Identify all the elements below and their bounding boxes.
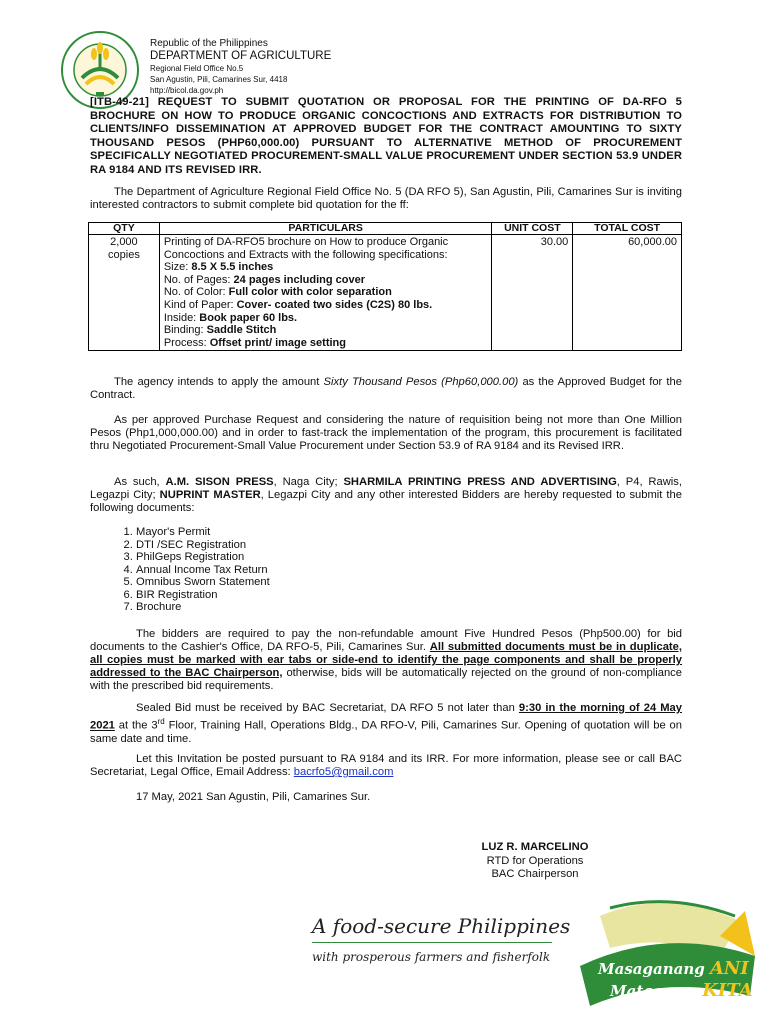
item-description: Printing of DA-RFO5 brochure on How to produce Organic Concoctions and Extracts with the following specifications: — [163, 236, 449, 261]
qty-unit: copies — [108, 248, 140, 261]
qty-value: 2,000 — [110, 236, 138, 248]
budget-text: The agency intends to apply the amount — [114, 376, 324, 388]
letterhead-office: Regional Field Office No.5 — [150, 63, 244, 73]
spec-binding — [164, 324, 488, 337]
letterhead — [150, 38, 331, 96]
spec-value: Full color with color separation — [228, 286, 392, 299]
spec-value: Cover- coated two sides (C2S) 80 lbs. — [236, 298, 433, 311]
purchase-paragraph: As per approved Purchase Request and considering the nature of requisition being not more than One Million Pesos (Php1,000,000.00) and in order to fast-track the implementation of the program, this procurement is facilitated thru Negotiated Procurement-Small Value Procurement under Section 53.9 of RA 9184 and its Revised IRR. — [90, 414, 682, 452]
spec-inside — [164, 312, 488, 325]
letterhead-republic: Republic of the Philippines — [150, 38, 268, 49]
signatory-name: LUZ R. MARCELINO — [481, 841, 589, 853]
spec-pages — [164, 274, 488, 287]
footer-tagline: A food-secure Philippines — [312, 914, 571, 938]
invite-text: , Naga City; — [273, 476, 344, 488]
spec-paper — [164, 299, 488, 312]
invite-paragraph — [90, 476, 682, 515]
spec-size — [164, 261, 488, 274]
col-header-particulars: PARTICULARS — [159, 223, 492, 235]
spec-value: 24 pages including cover — [233, 273, 365, 286]
list-item: 1. Mayor's Permit — [136, 526, 270, 539]
items-table — [88, 222, 682, 351]
invitee-name: SHARMILA PRINTING PRESS AND ADVERTISING — [343, 476, 617, 488]
intro-paragraph: The Department of Agriculture Regional Field Office No. 5 (DA RFO 5), San Agustin, Pili, Camarines Sur is inviting interested contractors to submit complete bid quotation for the ff: — [90, 186, 682, 211]
spec-label: Size: — [163, 261, 192, 274]
deadline-datetime: 9:30 in the morning of 24 May 2021 — [90, 702, 683, 732]
email-link[interactable]: bacrfo5@gmail.com — [293, 766, 394, 778]
spec-value: Book paper 60 lbs. — [199, 311, 298, 324]
invitee-name: NUPRINT MASTER — [159, 489, 261, 501]
budget-text-end: as the Approved Budget for the Contract. — [90, 376, 682, 401]
deadline-text: at the 3 — [114, 719, 158, 732]
letterhead-department: DEPARTMENT OF AGRICULTURE — [150, 50, 332, 63]
fee-requirement-emphasis: All submitted documents must be in duplicate, all copies must be marked with ear tabs or side-end to identify the page components and shall be properly addressed to the BAC Chairperson, — [90, 641, 682, 679]
fee-text-end: otherwise, bids will be automatically rejected on the ground of non-compliance with the prescribed bid requirements. — [90, 667, 682, 692]
fee-text: The bidders are required to pay the non-refundable amount Five Hundred Pesos (Php500.00) for bid documents to the Cashier's Office, DA RFO-5, Pili, Camarines Sur. — [90, 628, 682, 653]
col-header-qty: QTY — [89, 223, 160, 235]
invitee-name: A.M. SISON PRESS — [165, 476, 274, 488]
budget-amount: Sixty Thousand Pesos (Php60,000.00) — [323, 376, 519, 388]
list-item: 7. Brochure — [136, 601, 270, 614]
cell-particulars — [159, 235, 492, 351]
cell-qty — [89, 235, 160, 351]
list-item: 2. DTI /SEC Registration — [136, 539, 270, 552]
spec-value: Offset print/ image setting — [209, 336, 346, 349]
logo-text-line2: Mataas na KITA — [610, 980, 753, 1001]
spec-label: Binding: — [163, 324, 207, 337]
deadline-text: Sealed Bid must be received by BAC Secretariat, DA RFO 5 not later than — [136, 702, 519, 714]
deadline-text-end: Floor, Training Hall, Operations Bldg., DA RFO-V, Pili, Camarines Sur. Opening of quotation will be on same date and time. — [90, 719, 682, 745]
list-item: 4. Annual Income Tax Return — [136, 564, 270, 577]
col-header-unit-cost: UNIT COST — [492, 223, 573, 235]
letterhead-address: San Agustin, Pili, Camarines Sur, 4418 — [150, 74, 288, 84]
signature-block — [470, 841, 600, 882]
signatory-title: RTD for Operations — [486, 854, 584, 867]
cell-total-cost: 60,000.00 — [573, 235, 682, 351]
list-item: 5. Omnibus Sworn Statement — [136, 576, 270, 589]
posting-text: Let this Invitation be posted pursuant to RA 9184 and its IRR. For more information, please see or call BAC Secretariat, Legal Office, Email Address: — [90, 753, 682, 778]
spec-label: Kind of Paper: — [163, 298, 237, 311]
spec-process — [164, 337, 488, 350]
spec-label: Process: — [163, 336, 210, 349]
invite-text: , P4, Rawis, Legazpi City; — [90, 476, 682, 501]
list-item: 6. BIR Registration — [136, 589, 270, 602]
footer-divider — [312, 942, 552, 943]
required-documents-list — [120, 526, 270, 614]
table-row — [89, 235, 682, 351]
date-place: 17 May, 2021 San Agustin, Pili, Camarines Sur. — [136, 791, 371, 803]
masaganang-ani-logo — [570, 896, 760, 1014]
table-header-row — [89, 223, 682, 235]
posting-paragraph — [90, 753, 682, 779]
document-title: [ITB-49-21] REQUEST TO SUBMIT QUOTATION OR PROPOSAL FOR THE PRINTING OF DA-RFO 5 BROCHURE ON HOW TO PRODUCE ORGANIC CONCOCTIONS AND EXTRACTS FOR DISTRIBUTION TO CLIENTS/INFO DISSEMINATION AT APPROVED BUDGET FOR THE CONTRACT AMOUNTING TO SIXTY THOUSAND PESOS (PHP60,000.00) PURSUANT TO ALTERNATIVE METHOD OF PROCUREMENT SPECIFICALLY NEGOTIATED PROCUREMENT-SMALL VALUE PROCUREMENT UNDER SECTION 53.9 UNDER RA 9184 AND ITS REVISED IRR. — [90, 96, 682, 176]
footer-subtagline: with prosperous farmers and fisherfolk — [312, 950, 551, 964]
deadline-paragraph — [90, 702, 682, 746]
fee-paragraph — [90, 628, 682, 693]
spec-label: Inside: — [163, 311, 200, 324]
budget-paragraph — [90, 376, 682, 402]
signatory-role: BAC Chairperson — [491, 868, 579, 881]
invite-text: As such, — [114, 476, 166, 488]
ordinal-suffix: rd — [157, 717, 165, 726]
logo-text-line1: Masaganang ANI — [598, 958, 749, 979]
spec-value: Saddle Stitch — [206, 324, 277, 337]
spec-label: No. of Color: — [163, 286, 229, 299]
letterhead-website: http://bicol.da.gov.ph — [150, 85, 224, 95]
spec-value: 8.5 X 5.5 inches — [191, 261, 274, 274]
spec-label: No. of Pages: — [163, 273, 234, 286]
invite-text: , Legazpi City and any other interested Bidders are hereby requested to submit the following documents: — [90, 489, 682, 514]
list-item: 3. PhilGeps Registration — [136, 551, 270, 564]
spec-color — [164, 286, 488, 299]
cell-unit-cost: 30.00 — [492, 235, 573, 351]
col-header-total-cost: TOTAL COST — [573, 223, 682, 235]
